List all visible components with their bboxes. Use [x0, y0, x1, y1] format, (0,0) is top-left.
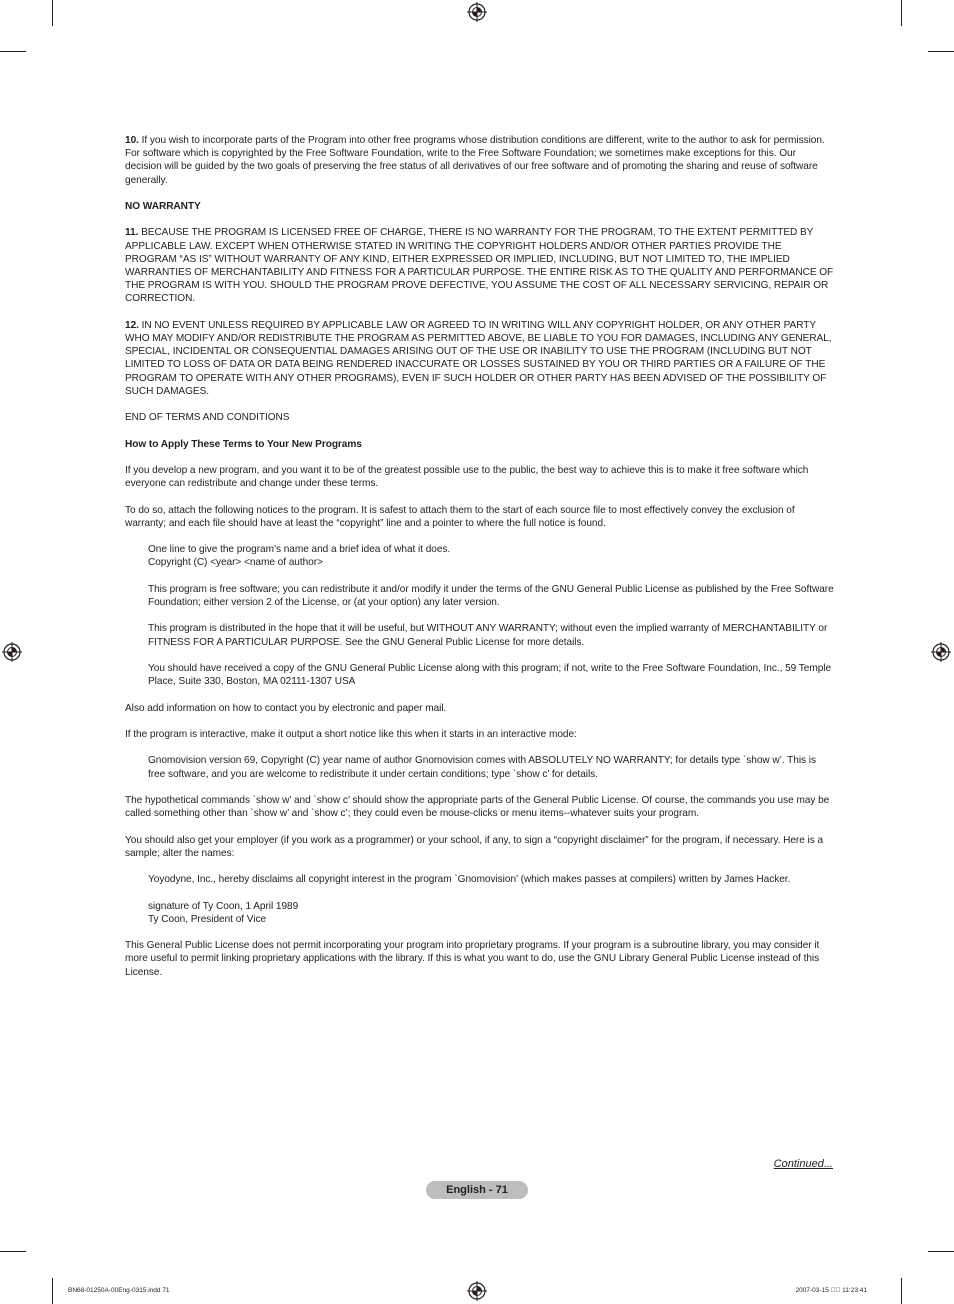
crop-mark-bottom-right — [901, 1278, 902, 1304]
how-to-apply-heading: How to Apply These Terms to Your New Programs — [125, 438, 362, 450]
apply-paragraph-2: To do so, attach the following notices to the program. It is safest to attach them to the start of each source file to most effectively convey the exclusion of warranty; and each file should have at least the “copyright” line and a pointer to where the full notice is found. — [125, 504, 795, 529]
signature-line-1: signature of Ty Coon, 1 April 1989 — [148, 900, 299, 912]
paragraph-text: BECAUSE THE PROGRAM IS LICENSED FREE OF CHARGE, THERE IS NO WARRANTY FOR THE PROGRAM, TO THE EXTENT PERMITTED BY APPLICABLE LAW. EXCEPT WHEN OTHERWISE STATED IN WRITING THE COPYRIGHT HOLDERS AND/OR OTHER PARTIES PROVIDE THE PROGRAM “AS IS” WITHOUT WARRANTY OF ANY KIND, EITHER EXPRESSED OR IMPLIED, INCLUDING, BUT NOT LIMITED TO, THE IMPLIED WARRANTIES OF MERCHANTABILITY AND FITNESS FOR A PARTICULAR PURPOSE. THE ENTIRE RISK AS TO THE QUALITY AND PERFORMANCE OF THE PROGRAM IS WITH YOU. SHOULD THE PROGRAM PROVE DEFECTIVE, YOU ASSUME THE COST OF ALL NECESSARY SERVICING, REPAIR OR CORRECTION. — [125, 227, 834, 305]
crop-mark-top-right — [901, 0, 902, 26]
license-text — [125, 134, 835, 992]
apply-paragraph-1: If you develop a new program, and you want it to be of the greatest possible use to the public, the best way to achieve this is to make it free software which everyone can redistribute and change under these terms. — [125, 464, 809, 490]
registration-mark-icon — [467, 2, 487, 22]
paragraph-12 — [125, 319, 835, 398]
registration-mark-icon — [467, 1281, 487, 1301]
interactive-paragraph: If the program is interactive, make it output a short notice like this when it starts in an interactive mode: — [125, 728, 577, 740]
no-warranty-heading: NO WARRANTY — [125, 201, 201, 212]
paragraph-text: IN NO EVENT UNLESS REQUIRED BY APPLICABLE LAW OR AGREED TO IN WRITING WILL ANY COPYRIGHT HOLDER, OR ANY OTHER PARTY WHO MAY MODIFY AND/OR REDISTRIBUTE THE PROGRAM AS PERMITTED ABOVE, BE LIABLE TO YOU FOR DAMAGES, INCLUDING ANY GENERAL, SPECIAL, INCIDENTAL OR CONSEQUENTIAL DAMAGES ARISING OUT OF THE USE OR INABILITY TO USE THE PROGRAM (INCLUDING BUT NOT LIMITED TO LOSS OF DATA OR DATA BEING RENDERED INACCURATE OR LOSSES SUSTAINED BY YOU OR THIRD PARTIES OR A FAILURE OF THE PROGRAM TO OPERATE WITH ANY OTHER PROGRAMS), EVEN IF SUCH HOLDER OR OTHER PARTY HAS BEEN ADVISED OF THE POSSIBILITY OF SUCH DAMAGES. — [125, 319, 832, 397]
paragraph-10 — [125, 134, 835, 187]
crop-mark-bottom-left — [52, 1278, 53, 1304]
end-of-terms: END OF TERMS AND CONDITIONS — [125, 412, 290, 424]
registration-mark-icon — [931, 642, 951, 662]
slug-timestamp: 2007-03-15 ￿￿ 11:23:41 — [795, 1287, 867, 1294]
yoyodyne-disclaimer: Yoyodyne, Inc., hereby disclaims all copyright interest in the program `Gnomovision’ (which makes passes at compilers) written by James Hacker. — [148, 874, 791, 886]
notice-paragraph-3: This program is distributed in the hope that it will be useful, but WITHOUT ANY WARRANTY; without even the implied warranty of MERCHANTABILITY or FITNESS FOR A PARTICULAR PURPOSE. See the GNU General Public License for more details. — [148, 623, 828, 648]
slug-filename: BN68-01250A-00Eng-0315.indd 71 — [68, 1287, 170, 1294]
crop-mark-top-left-h — [0, 51, 26, 52]
employer-paragraph: You should also get your employer (if you work as a programmer) or your school, if any, to sign a “copyright disclaimer” for the program, if necessary. Here is a sample; alter the names: — [125, 834, 824, 859]
final-paragraph: This General Public License does not permit incorporating your program into proprietary programs. If your program is a subroutine library, you may consider it more useful to permit linking proprietary applications with the library. If this is what you want to do, use the GNU Library General Public License instead of this License. — [125, 940, 820, 978]
notice-paragraph-4: You should have received a copy of the GNU General Public License along with this program; if not, write to the Free Software Foundation, Inc., 59 Temple Place, Suite 330, Boston, MA 02111-1307 USA — [148, 662, 832, 688]
crop-mark-top-left — [52, 0, 53, 26]
crop-mark-bottom-left-h — [0, 1251, 26, 1252]
notice-paragraph-2: This program is free software; you can redistribute it and/or modify it under the terms of the GNU General Public License as published by the Free Software Foundation; either version 2 of the License, or (at your option) any later version. — [148, 583, 834, 608]
registration-mark-icon — [2, 642, 22, 662]
notice-line-1b: Copyright (C) <year> <name of author> — [148, 557, 323, 569]
signature-line-2: Ty Coon, President of Vice — [148, 913, 267, 925]
crop-mark-top-right-h — [928, 51, 954, 52]
section-number: 11. — [125, 227, 139, 239]
gnomovision-notice: Gnomovision version 69, Copyright (C) year name of author Gnomovision comes with ABSOLUTELY NO WARRANTY; for details type `show w’. This is free software, and you are welcome to redistribute it under certain conditions; type `show c’ for details. — [148, 755, 816, 780]
hypothetical-paragraph: The hypothetical commands `show w’ and `show c’ should show the appropriate parts of the General Public License. Of course, the commands you use may be called something other than `show w’ and `show c’; they could even be mouse-clicks or menu items--whatever suits your program. — [125, 794, 830, 820]
notice-line-1a: One line to give the program’s name and a brief idea of what it does. — [148, 544, 451, 556]
section-number: 12. — [125, 319, 139, 331]
page-number-badge: English - 71 — [426, 1181, 528, 1199]
contact-paragraph: Also add information on how to contact you by electronic and paper mail. — [125, 702, 447, 714]
section-number: 10. — [125, 135, 139, 146]
paragraph-11 — [125, 226, 835, 305]
crop-mark-bottom-right-h — [928, 1251, 954, 1252]
paragraph-text: If you wish to incorporate parts of the Program into other free programs whose distribution conditions are different, write to the author to ask for permission. For software which is copyrighted by the Free Software Foundation, write to the Free Software Foundation; we sometimes make exceptions for this. Our decision will be guided by the two goals of preserving the free status of all derivatives of our free software and of promoting the sharing and reuse of software generally. — [125, 135, 825, 186]
continued-label: Continued... — [773, 1158, 833, 1170]
